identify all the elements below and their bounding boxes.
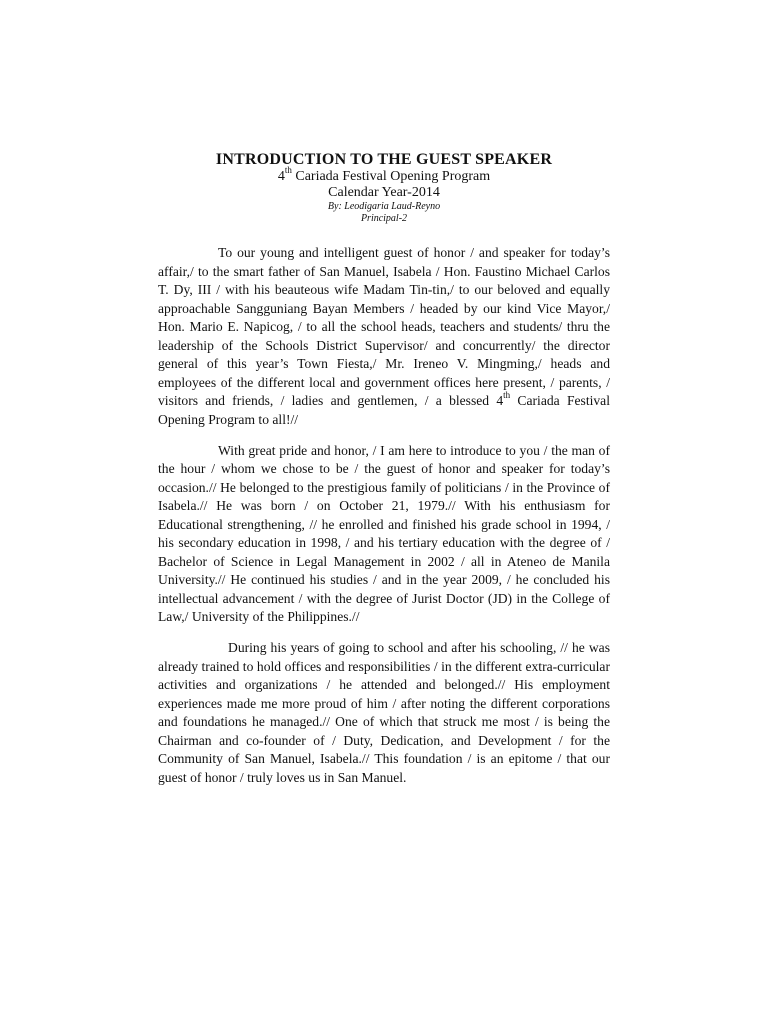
paragraph-greeting-text: To our young and intelligent guest of honor / and speaker for today’s affair,/ to the smart father of San Manuel, Isabela / Hon. Faustino Michael Carlos T. Dy, III / with his beauteous wife Madam Tin-tin,/ to our beloved and equally approachable Sangguniang Bayan Members / headed by our kind Vice Mayor,/ Hon. Mario E. Napicog, / to all the school heads, teachers and students/ thru the leadership of the Schools District Supervisor/ and concurrently/ the director general of this year’s Town Fiesta,/ Mr. Ireneo V. Mingming,/ heads and employees of the different local and government offices here present, / parents, / visitors and friends, / ladies and gentlemen, / a blessed 4 [158,245,610,408]
document-title: INTRODUCTION TO THE GUEST SPEAKER [215,151,553,168]
event-subtitle [0,165,768,185]
paragraph-greeting [158,244,610,429]
subtitle-ordinal: th [284,165,292,176]
subtitle-number: 4 [277,169,285,184]
paragraph-biography: With great pride and honor, / I am here to introduce to you / the man of the hour / whom we chose to be / the guest of honor and speaker for today’s occasion.// He belonged to the prestigious family of politicians / in the Province of Isabela.// He was born / on October 21, 1979.// With his enthusiasm for Educational strengthening, // he enrolled and finished his grade school in 1994, / his secondary education in 1998, / and his tertiary education with the degree of / Bachelor of Science in Legal Management in 2002 / all in Ateneo de Manila University.// He continued his studies / and in the year 2009, / he concluded his intellectual advancement / with the degree of Jurist Doctor (JD) in the College of Law,/ University of the Philippines.// [158,442,610,624]
calendar-year: Calendar Year-2014 [328,185,440,200]
greeting-ordinal: th [503,390,511,401]
paragraph-experience: During his years of going to school and after his schooling, // he was already trained to hold offices and responsibilities / in the different extra-curricular activities and organizations / he attended and belonged.// His employment experiences made me more proud of him / after noting the different corporations and foundations he managed.// One of which that struck me most / is being the Chairman and co-founder of / Duty, Dedication, and Development / for the Community of San Manuel, Isabela.// This foundation / is an epitome / that our guest of honor / truly loves us in San Manuel. [158,640,610,785]
paragraph-greeting-end: Cariada Festival Opening Program to all!// [158,393,610,427]
author-position: Principal-2 [360,213,408,224]
subtitle-text: Cariada Festival Opening Program [291,169,491,184]
document-header [0,150,768,225]
document-body [158,244,610,800]
author-line: By: Leodigaria Laud-Reyno [327,201,441,212]
